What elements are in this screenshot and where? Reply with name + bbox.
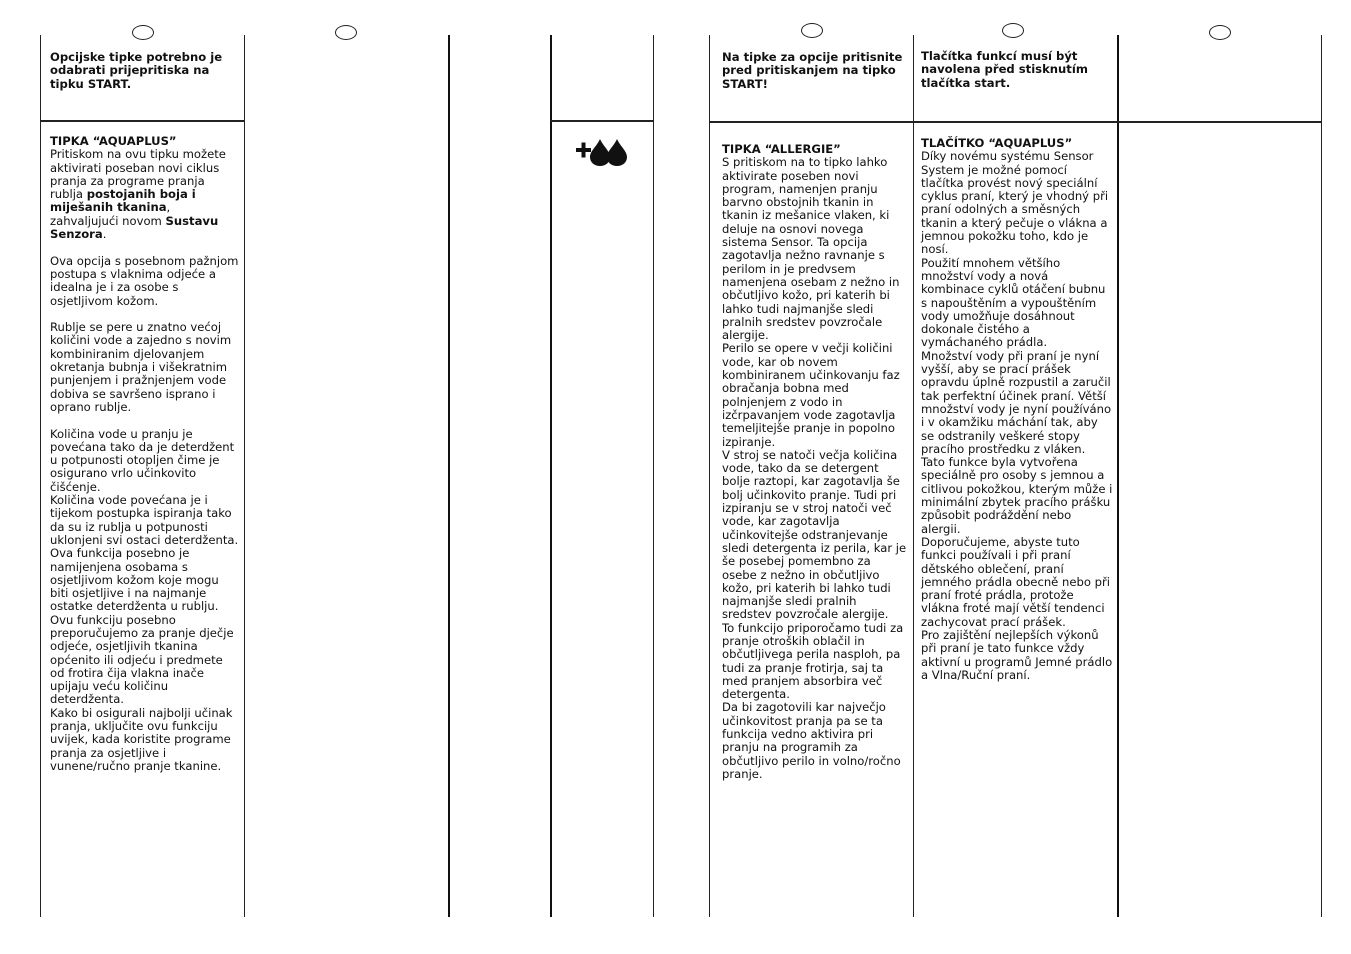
paragraph: V stroj se natoči večja količina vode, tako da se detergent bolje raztopi, kar zagotavlja še bolj učinkovito pranje. Tudi pri izpiranju se v stroj natoči več vode, kar zagotavlja učinkovitejše odstranjevanje sledi detergenta iz perila, kar je še posebej pomembno za osebe z nežno in občutljivo kožo, pri katerih bi lahko tudi najmanjše sledi pralnih sredstev povzročale alergije. (722, 447, 907, 622)
column-divider (244, 35, 245, 917)
language-oval (335, 25, 357, 40)
column-divider (913, 35, 914, 917)
aquaplus-section-hr (50, 135, 240, 773)
paragraph: Ovu funkciju posebno preporučujemo za pranje dječje odjeće, osjetljivih tkanina općenito ili odjeću i predmete od frotira čija vlakna inače upijaju veću količinu deterdženta. (50, 612, 234, 707)
paragraph: Količina vode u pranju je povećana tako da je deterdžent u potpunosti otopljen čime je osigurano vrlo učinkovito čišćenje. (50, 426, 235, 494)
aquaplus-plus-two-drops-icon (575, 137, 627, 167)
column-divider (1321, 35, 1322, 917)
language-oval (132, 25, 154, 40)
section-rule (550, 120, 653, 122)
language-oval (1002, 23, 1024, 38)
paragraph: Doporučujeme, abyste tuto funkci používali i při praní dětského oblečení, praní jemného prádla obecně nebo při praní froté prádla, protože vlákna froté mají větší tendenci zachycovat prací prášek. (921, 534, 1110, 629)
option-note: Tlačítka funkcí musí být navolena před stisknutím tlačítka start. (921, 49, 1088, 90)
column-divider (448, 35, 450, 917)
column-divider (40, 35, 41, 917)
section-heading: TIPKA “ALLERGIE” (722, 142, 841, 156)
paragraph: Použití mnohem většího množství vody a nová kombinace cyklů otáčení bubnu s napouštěním a vypouštěním vody umožňuje dosáhnout dokonale čistého a vymáchaného prádla. (921, 255, 1106, 350)
section-rule (709, 121, 1321, 123)
language-oval (1209, 25, 1231, 40)
section-rule (40, 120, 244, 122)
paragraph: Rublje se pere u znatno većoj količini vode a zajedno s novim kombiniranim djelovanjem okretanja bubnja i višekratnim punjenjem i pražnjenjem vode dobiva se savršeno isprano i oprano rublje. (50, 320, 232, 414)
paragraph: Perilo se opere v večji količini vode, kar ob novem kombiniranem učinkovanju faz obračanja bobna med polnjenjem z vodo in izčrpavanjem vode zagotavlja temeljitejše pranje in popolno izpiranje. (722, 341, 900, 449)
allergie-section-sl (722, 143, 908, 781)
aquaplus-section-cz (921, 137, 1113, 682)
paragraph: Tato funkce byla vytvořena speciálně pro osoby s jemnou a citlivou pokožkou, kterým může i minimální zbytek pracího prášku způsobit podráždění nebo alergii. (921, 455, 1113, 536)
column-divider (653, 35, 654, 917)
section-heading: TLAČÍTKO “AQUAPLUS” (921, 136, 1073, 150)
paragraph: Pritiskom na ovu tipku možete aktivirati poseban novi ciklus pranja za programe pranja rublja postojanih boja i miješanih tkanina, zahvaljujući novom Sustavu Senzora. (50, 147, 226, 242)
paragraph: To funkcijo priporočamo tudi za pranje otroških oblačil in občutljivega perila nasploh, pa tudi za pranje frotirja, saj ta med pranjem absorbira več detergenta. (722, 620, 904, 702)
column-divider (550, 35, 552, 917)
option-note: Opcijske tipke potrebno je odabrati prijepritiska na tipku START. (50, 50, 223, 91)
paragraph: Pro zajištění nejlepších výkonů při praní je tato funkce vždy aktivní u programů Jemné prádlo a Vlna/Ruční praní. (921, 627, 1113, 682)
paragraph: Ova opcija s posebnom pažnjom postupa s vlaknima odjeće a idealna je i za osobe s osjetljivom kožom. (50, 253, 239, 308)
paragraph: Da bi zagotovili kar največjo učinkovitost pranja pa se ta funkcija vedno aktivira pri pranju na programih za občutljivo perilo in volno/ročno pranje. (722, 700, 901, 781)
language-oval (801, 23, 823, 38)
section-heading: TIPKA “AQUAPLUS” (50, 134, 177, 148)
option-note: Na tipke za opcije pritisnite pred pritiskanjem na tipko START! (722, 50, 903, 91)
paragraph: Množství vody při praní je nyní vyšší, aby se prací prášek opravdu úplně rozpustil a zaručil tak perfektní účinek praní. Větší množství vody je nyní používáno i v okamžiku máchání tak, aby se odstranily veškeré stopy pracího prostředku z vláken. (921, 348, 1112, 456)
column-divider (709, 35, 710, 917)
paragraph: Díky novému systému Sensor System je možné pomocí tlačítka provést nový speciální cyklus praní, který je vhodný při praní odolných a směsných tkanin a který pečuje o vlákna a jemnou pokožku toho, kdo je nosí. (921, 149, 1109, 257)
column-divider (1117, 35, 1119, 917)
paragraph: S pritiskom na to tipko lahko aktivirate poseben novi program, namenjen pranju barvno obstojnih tkanin in tkanin iz mešanice vlaken, ki deluje na osnovi novega sistema Sensor. Ta opcija zagotavlja nežno ravnanje s perilom in je predvsem namenjena osebam z nežno in občutljivo kožo, pri katerih bi lahko tudi najmanjše sledi pralnih sredstev povzročale alergije. (722, 155, 900, 343)
paragraph: Količina vode povećana je i tijekom postupka ispiranja tako da su iz rublja u potpunosti uklonjeni svi ostaci deterdženta. Ova funkcija posebno je namijenjena osobama s osjetljivom kožom koje mogu biti osjetljive i na najmanje ostatke deterdženta u rublju. (50, 493, 239, 614)
paragraph: Kako bi osigurali najbolji učinak pranja, uključite ovu funkciju uvijek, kada koristite programe pranja za osjetljive i vunene/ručno pranje tkanine. (50, 705, 233, 773)
